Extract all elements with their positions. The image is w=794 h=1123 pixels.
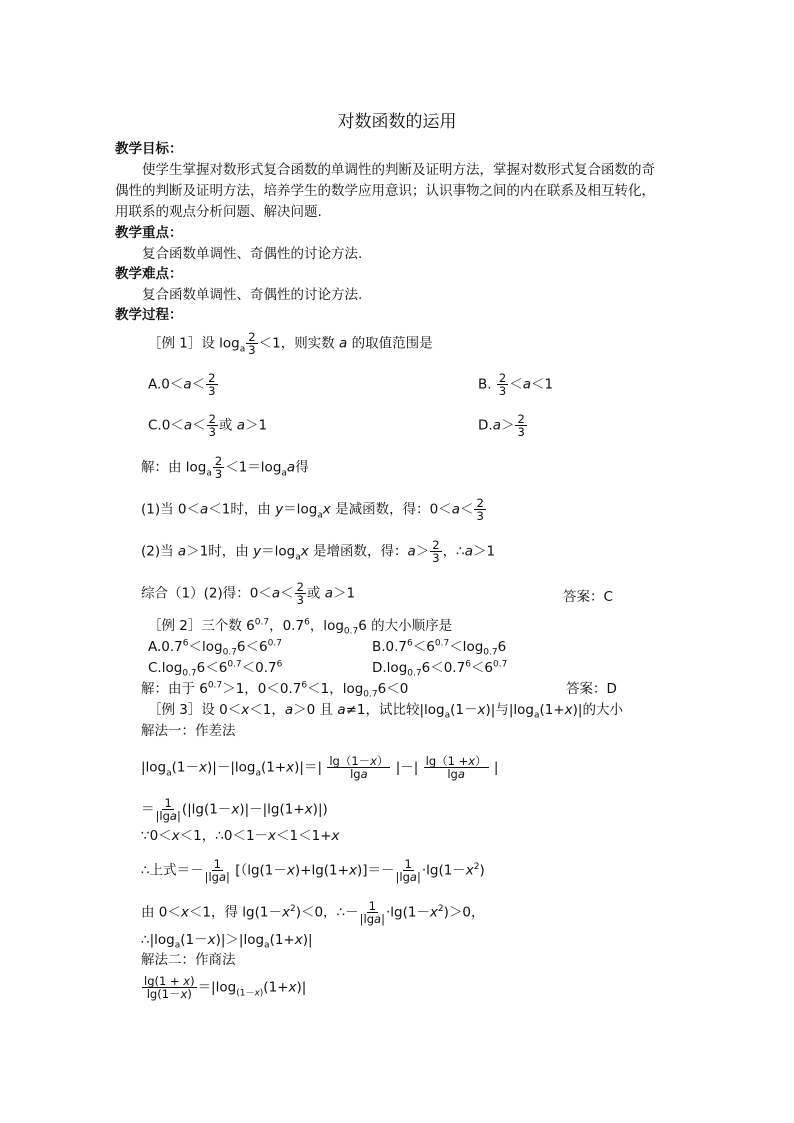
difference-conclusion: $\therefore|\log_a(1-x)|>|\log_a(1+x)|$ [141,932,313,951]
example-1-option-c: C.0＜a＜ $\frac{2}{3}$ 或 a＞1 [148,412,268,440]
difficulty-text: 复合函数单调性、奇偶性的讨论方法. [142,287,363,303]
example-1-option-d: D.a＞ $\frac{2}{3}$ [478,412,525,440]
example-2-option-a: $A.0.7^6<\log_{0.7}6<6^{0.7}$ [148,638,282,658]
page-title: 对数函数的运用 [337,112,457,132]
example-1-case-2: (2)当 a＞1时，由 $y=\log_ax$ 是增函数，得：a＞ $\frac{2}{3}$ ，∴a＞1 [141,538,496,566]
goal-line-1: 使学生掌握对数形式复合函数的单调性的判断及证明方法，掌握对数形式复合函数的奇 [142,162,655,178]
goal-heading: 教学目标： [115,141,183,157]
example-1-option-b: B. $\frac{2}{3}$ ＜a＜1 [478,371,554,399]
difference-line-2: ＝ $\frac{1}{|\lg a|}$ (|lg(1－x)|－|lg(1+x)|) [141,796,328,824]
method-2-heading: 解法二：作商法 [141,952,236,968]
example-2-answer: 答案：D [566,681,617,697]
example-1-solution: 解：由 $\log_a$ $\frac{2}{3}$ $<1=\log_aa$得 [141,454,309,482]
goal-line-2: 偶性的判断及证明方法，培养学生的数学应用意识；认识事物之间的内在联系及相互转化， [115,183,655,199]
difference-line-5: 由 0＜x＜1，得 $\lg(1-x^2)<0$，∴－ $\frac{1}{|\lg a|}$ $\cdot\lg(1-x^2)>0$， [141,899,485,927]
example-2-option-d: $D.\log_{0.7}6<0.7^6<6^{0.7}$ [372,659,508,679]
quotient-line-1: $\frac{\lg(1 + x)}{\lg(1-x)}$ $=|\log_{(1-x)}(1+x)|$ [144,974,307,1002]
example-1-case-1: (1)当 0＜a＜1时，由 $y=\log_ax$ 是减函数，得：0＜a＜ $\frac{2}{3}$ [141,496,484,524]
example-1-summary: 综合（1）(2)得：0＜a＜ $\frac{2}{3}$ 或 a＞1 [141,580,356,608]
example-2-option-b: $B.0.7^6<6^{0.7}<\log_{0.7}6$ [372,638,507,658]
difference-line-3: ∵0＜x＜1，∴0＜1－x＜1＜1+x [141,828,340,844]
example-2-option-c: $C.\log_{0.7}6<6^{0.7}<0.7^6$ [148,659,283,679]
key-text: 复合函数单调性、奇偶性的讨论方法. [142,246,363,262]
process-heading: 教学过程： [115,307,183,323]
example-1-option-a: A.0＜a＜ $\frac{2}{3}$ [148,371,216,399]
example-2-question: ［例 2］三个数 $6^{0.7}$，$0.7^6$，$\log_{0.7}6$ 的大小顺序是 [148,617,453,637]
key-heading: 教学重点： [115,225,183,241]
example-2-solution: 解：由于 $6^{0.7}>1$，$0<0.7^6<1$，$\log_{0.7}6<0$ [141,680,409,700]
method-1-heading: 解法一：作差法 [141,723,236,739]
example-1-answer: 答案：C [563,589,613,605]
difficulty-heading: 教学难点： [115,266,183,282]
difference-line-1: $|\log_a(1-x)|-|\log_a(1+x)|=|$ $\frac{\lg(1-x)}{\lg a}$ |－| $\frac{\lg(1 +x)}{\lg a}$ | [141,754,499,782]
difference-line-4: ∴上式＝－ $\frac{1}{|\lg a|}$ [（lg(1－x)+lg(1+x)]＝－ $\frac{1}{|\lg a|}$ $\cdot\lg(1-x^2)$ [141,857,485,885]
example-1-question: ［例 1］设 $\log_a$ $\frac{2}{3}$ ＜1，则实数 a 的取值范围是 [148,330,433,358]
example-3-question: ［例 3］设 0＜x＜1，a＞0 且 a≠1，试比较$|\log_a(1-x)|$与$|\log_a(1+x)|$的大小 [148,702,623,721]
goal-line-3: 用联系的观点分析问题、解决问题. [115,204,322,220]
